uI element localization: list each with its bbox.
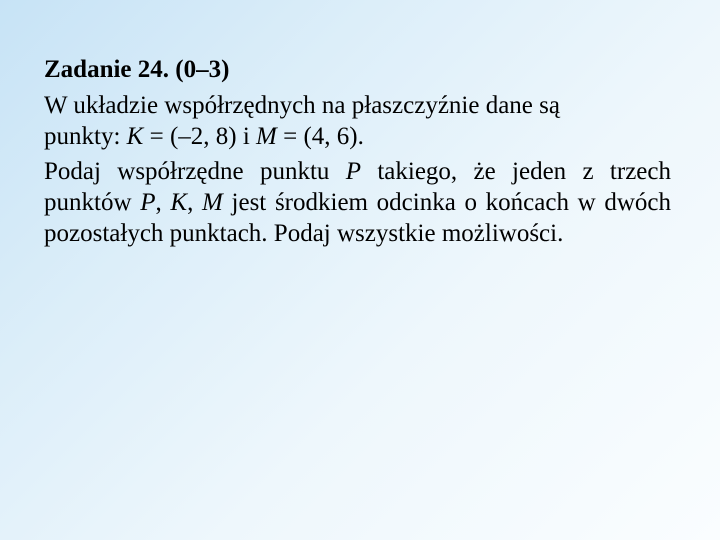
variable-k: K	[126, 123, 144, 150]
variable-m-second: M	[202, 189, 223, 216]
variable-k-second: K	[170, 189, 188, 216]
variable-p: P	[140, 189, 156, 216]
instruction-text-middle: takiego, że jeden z trzech punktów	[44, 158, 671, 216]
separator-1: ,	[155, 189, 171, 216]
task-given-points	[44, 90, 671, 152]
point-m-coordinates: = (4, 6).	[276, 123, 364, 150]
point-k-coordinates: = (–2, 8) i	[143, 123, 257, 150]
instruction-text-end: jest środkiem odcinka o końcach w dwóch pozostałych punktach. Podaj wszystkie możliwości.	[44, 189, 672, 247]
separator-2: ,	[187, 189, 203, 216]
task-slide	[44, 52, 671, 249]
task-instruction	[44, 156, 671, 249]
variable-m: M	[256, 123, 277, 150]
given-line-1: W układzie współrzędnych na płaszczyźnie dane są	[44, 92, 560, 119]
instruction-text-start: Podaj współrzędne punktu	[44, 158, 346, 185]
given-prefix: punkty:	[44, 123, 127, 150]
variable-p-first: P	[345, 158, 362, 185]
task-title: Zadanie 24. (0–3)	[44, 56, 230, 83]
